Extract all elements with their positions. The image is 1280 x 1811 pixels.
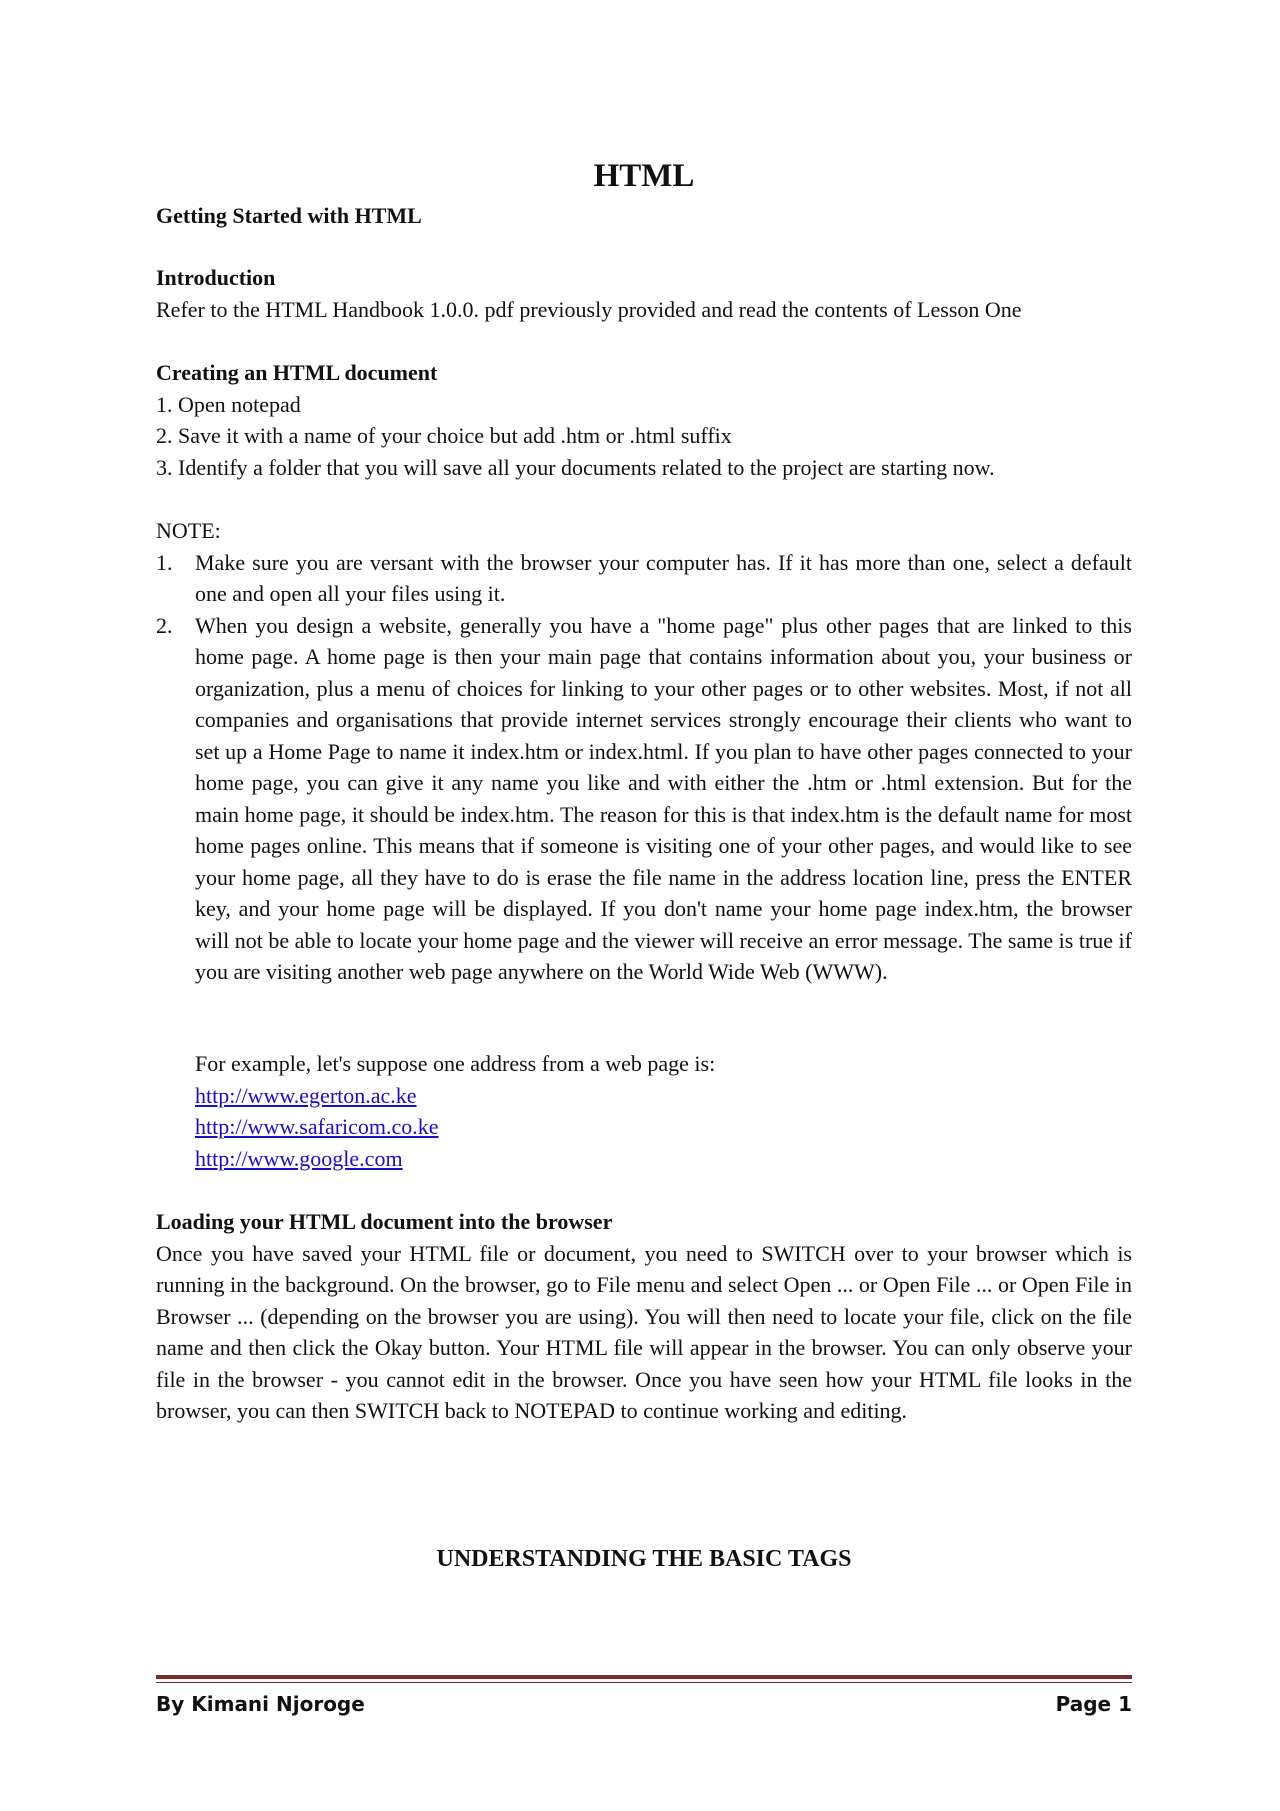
introduction-section	[156, 262, 1132, 325]
basic-tags-heading: UNDERSTANDING THE BASIC TAGS	[436, 1546, 852, 1572]
page-title: HTML	[593, 158, 695, 194]
loading-section	[156, 1206, 1132, 1427]
link-safaricom[interactable]: http://www.safaricom.co.ke	[195, 1114, 439, 1139]
subtitle: Getting Started with HTML	[156, 203, 422, 228]
footer-author: By Kimani Njoroge	[156, 1692, 365, 1716]
note-label: NOTE:	[156, 518, 221, 543]
footer-page-number: Page 1	[1055, 1692, 1132, 1716]
note-list	[156, 547, 1132, 988]
creating-step: 3. Identify a folder that you will save all your documents related to the project are starting now.	[156, 454, 995, 480]
footer-rule-thin	[156, 1682, 1132, 1683]
loading-heading: Loading your HTML document into the browser	[156, 1209, 613, 1234]
example-links	[195, 1080, 1132, 1175]
note-item-text: When you design a website, generally you have a "home page" plus other pages that are linked to this home page. A home page is then your main page that contains information about you, your business or organization, plus a menu of choices for linking to your other pages or to other websites. Most, if not all companies and organisations that provide internet services strongly encourage their clients who want to set up a Home Page to name it index.htm or index.html. If you plan to have other pages connected to your home page, you can give it any name you like and with either the .htm or .html extension. But for the main home page, it should be index.htm. The reason for this is that index.htm is the default name for most home pages online. This means that if someone is visiting one of your other pages, and would like to see your home page, all they have to do is erase the file name in the address location line, press the ENTER key, and your home page will be displayed. If you don't name your home page index.htm, the browser will not be able to locate your home page and the viewer will receive an error message. The same is true if you are visiting another web page anywhere on the World Wide Web (WWW).	[195, 612, 1132, 984]
creating-section	[156, 357, 1132, 483]
loading-text: Once you have saved your HTML file or document, you need to SWITCH over to your browser which is running in the background. On the browser, go to File menu and select Open ... or Open File ... or Open File in Browser ... (depending on the browser you are using). You will then need to locate your file, click on the file name and then click the Okay button. Your HTML file will appear in the browser. You can only observe your file in the browser - you cannot edit in the browser. Once you have seen how your HTML file looks in the browser, you can then SWITCH back to NOTEPAD to continue working and editing.	[156, 1240, 1132, 1423]
link-google[interactable]: http://www.google.com	[195, 1145, 403, 1171]
note-section	[156, 515, 1132, 988]
creating-step: 1. Open notepad	[156, 391, 301, 417]
page-footer	[156, 1690, 1132, 1718]
note-item	[156, 610, 1132, 988]
note-item-text: Make sure you are versant with the browser your computer has. If it has more than one, select a default one and open all your files using it.	[195, 549, 1132, 606]
creating-step: 2. Save it with a name of your choice but add .htm or .html suffix	[156, 423, 732, 448]
note-item-number: 2.	[156, 612, 173, 638]
footer-rule	[156, 1675, 1132, 1679]
link-egerton[interactable]: http://www.egerton.ac.ke	[195, 1082, 417, 1108]
introduction-text: Refer to the HTML Handbook 1.0.0. pdf previously provided and read the contents of Lesson One	[156, 296, 1022, 322]
subtitle-block	[156, 200, 1132, 232]
example-block	[195, 1048, 1132, 1174]
note-item	[156, 547, 1132, 610]
creating-heading: Creating an HTML document	[156, 360, 438, 385]
introduction-heading: Introduction	[156, 265, 276, 290]
example-intro: For example, let's suppose one address from a web page is:	[195, 1051, 716, 1076]
note-item-number: 1.	[156, 549, 173, 575]
